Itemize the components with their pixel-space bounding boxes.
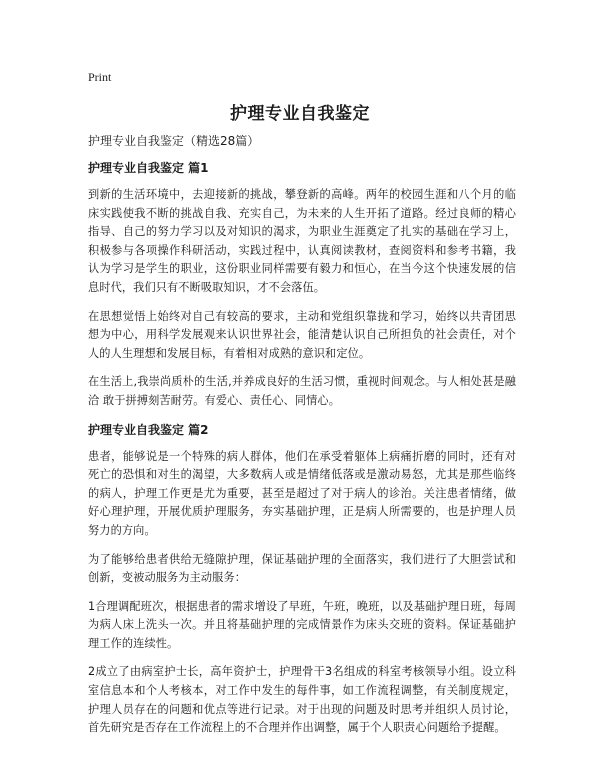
- page-title: 护理专业自我鉴定: [230, 104, 370, 124]
- document-subtitle: 护理专业自我鉴定（精选28篇）: [88, 134, 260, 148]
- paragraph: 在思想觉悟上始终对自己有较高的要求，主动和党组织靠拢和学习，始终以共青团思想为中心，用科学发展观来认识世界社会，能清楚认识自己所担负的社会责任，对个人的人生理想和发展目标，有着相对成熟的意识和定位。: [88, 309, 516, 360]
- paragraph: 在生活上,我崇尚质朴的生活,并养成良好的生活习惯，重视时间观念。与人相处甚是融洽 敢于拼搏刻苦耐劳。有爱心、责任心、同情心。: [88, 375, 516, 407]
- section-heading: 护理专业自我鉴定 篇2: [88, 422, 209, 437]
- section-heading: 护理专业自我鉴定 篇1: [88, 161, 209, 175]
- section-1: [88, 159, 516, 411]
- paragraph: 患者，能够说是一个特殊的病人群体，他们在承受着躯体上病痛折磨的同时，还有对死亡的恐惧和对生的渴望，大多数病人或是情绪低落或是激动易怒，尤其是那些临终的病人，护理工作更是尤为重要，甚至是超过了对于病人的诊治。关注患者情绪，做好心理护理，开展优质护理服务，夯实基础护理，正是病人所需要的，也是护理人员努力的方向。: [88, 449, 516, 537]
- paragraph: 为了能够给患者供给无缝隙护理，保证基础护理的全面落实，我们进行了大胆尝试和创新，变被动服务为主动服务：: [88, 552, 516, 585]
- paragraph: 1合理调配班次，根据患者的需求增设了早班，午班，晚班，以及基础护理日班，每周为病人床上洗头一次。并且将基础护理的完成情景作为床头交班的资料。保证基础护理工作的连续性。: [88, 599, 516, 650]
- document-body: [88, 132, 516, 748]
- paragraph: 到新的生活环境中，去迎接新的挑战，攀登新的高峰。两年的校园生涯和八个月的临床实践使我不断的挑战自我、充实自己，为未来的人生开拓了道路。经过良师的精心指导、自己的努力学习以及对知识的渴求，为职业生涯奠定了扎实的基础在学习上，积极参与各项操作科研活动，实践过程中，认真阅读教材，查阅资料和参考书籍，我认为学习是学生的职业，这份职业同样需要有毅力和恒心，在当今这个快速发展的信息时代，我们只有不断吸取知识，才不会落伍。: [88, 188, 516, 294]
- paragraph: 2成立了由病室护士长，高年资护士，护理骨干3名组成的科室考核领导小组。设立科室信息本和个人考核本，对工作中发生的每件事，如工作流程调整，有关制度规定，护理人员存在的问题和优点等进行记录。对于出现的问题及时思考并组织人员讨论，首先研究是否存在工作流程上的不合理并作出调整，属于个人职责心问题给予提醒。: [88, 665, 516, 735]
- section-2: [88, 421, 516, 738]
- print-link[interactable]: Print: [88, 70, 112, 84]
